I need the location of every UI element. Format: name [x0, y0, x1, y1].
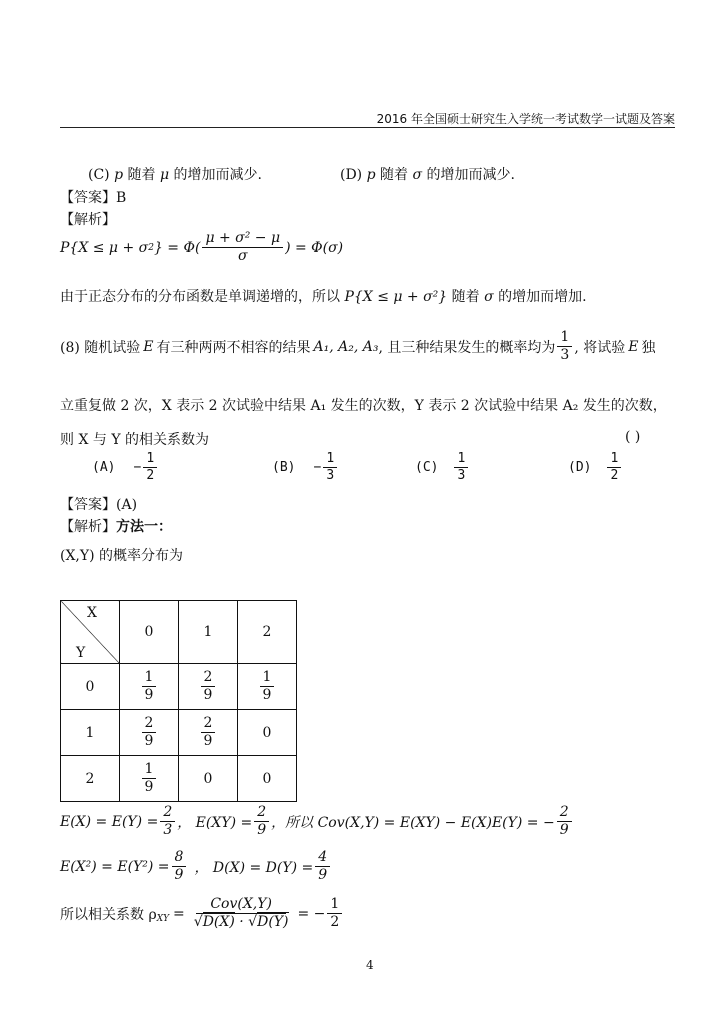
table-cell: 0 — [179, 756, 238, 802]
answer-blank: ( ) — [625, 429, 641, 445]
calc-line-3: 所以相关系数 ρ $_{XY}$ = $\frac{\text{Cov(X,Y)}}{√D(X) \cdot √D(Y)}$ = − $\frac{1}{2}$ — [60, 897, 344, 931]
correlation-fraction: $\frac{\text{Cov(X,Y)}}{√D(X) \cdot √D(Y)}$ — [193, 896, 289, 931]
table-cell: $\frac{2}{9}$ — [120, 710, 179, 756]
question-8-line-3: 则 X 与 Y 的相关系数为 — [60, 432, 210, 448]
table-corner-cell: X Y — [61, 601, 120, 664]
analysis-8-label: 【解析】方法一： — [60, 519, 172, 535]
analysis-prev-explain: 由于正态分布的分布函数是单调递增的，所以 P{X ≤ μ + σ²} 随着 σ 的增加而增加. — [60, 289, 587, 305]
probability-table — [60, 600, 297, 802]
table-cell: $\frac{1}{9}$ — [120, 756, 179, 802]
table-cell: 0 — [238, 756, 297, 802]
question-8-line-1: (8) 随机试验 E 有三种两两不相容的结果 A₁, A₂, A₃ , 且三种结果发生的概率均为 $\frac{1}{3}$ , 将试验 E 独 — [60, 329, 656, 364]
table-y-header: 2 — [61, 756, 120, 802]
table-y-header: 1 — [61, 710, 120, 756]
question-8-line-2: 立重复做 2 次，X 表示 2 次试验中结果 A₁ 发生的次数，Y 表示 2 次试验中结果 A₂ 发生的次数， — [60, 398, 667, 414]
choice-b: (B) − $\frac{1}{3}$ — [272, 452, 339, 484]
table-x-header: 2 — [238, 601, 297, 664]
calc-line-1: E(X) = E(Y) = $\frac{2}{3}$ ， E(XY) = $\frac{2}{9}$ ，所以 Cov(X,Y) = E(XY) − E(X)E(Y) = − $\frac{2}{9}$ — [60, 805, 574, 839]
table-header-row — [61, 601, 297, 664]
option-d: (D) p 随着 σ 的增加而减少. — [340, 167, 515, 183]
table-cell: 0 — [238, 710, 297, 756]
table-cell: $\frac{2}{9}$ — [179, 664, 238, 710]
page-header: 2016 年全国硕士研究生入学统一考试数学一试题及答案 — [376, 112, 675, 126]
page-number: 4 — [366, 958, 374, 972]
table-x-header: 0 — [120, 601, 179, 664]
distribution-line: (X,Y) 的概率分布为 — [60, 548, 184, 564]
answer-8: 【答案】(A) — [60, 497, 138, 513]
table-row — [61, 710, 297, 756]
answer-prev: 【答案】B — [60, 190, 127, 206]
table-x-header: 1 — [179, 601, 238, 664]
analysis-prev-label: 【解析】 — [60, 212, 116, 228]
table-cell: $\frac{2}{9}$ — [179, 710, 238, 756]
calc-line-2: E(X²) = E(Y²) = $\frac{8}{9}$ ， D(X) = D(Y) = $\frac{4}{9}$ — [60, 850, 332, 884]
option-c: (C) p 随着 μ 的增加而减少. — [88, 167, 262, 183]
table-row — [61, 756, 297, 802]
analysis-prev-formula: P{X ≤ μ + σ 2 } = Φ( $\frac{\text{μ + σ² − μ}}{\sigma}$ ) = Φ(σ) — [60, 230, 344, 265]
choice-d: (D) $\frac{1}{2}$ — [568, 452, 623, 484]
choice-c: (C) $\frac{1}{3}$ — [415, 452, 470, 484]
table-cell: $\frac{1}{9}$ — [238, 664, 297, 710]
formula-fraction: $\frac{\text{μ + σ² − μ}}{\sigma}$ — [202, 231, 283, 265]
choice-a: (A) − $\frac{1}{2}$ — [92, 452, 159, 484]
table-cell: $\frac{1}{9}$ — [120, 664, 179, 710]
header-rule — [60, 127, 675, 128]
table-y-header: 0 — [61, 664, 120, 710]
table-row — [61, 664, 297, 710]
